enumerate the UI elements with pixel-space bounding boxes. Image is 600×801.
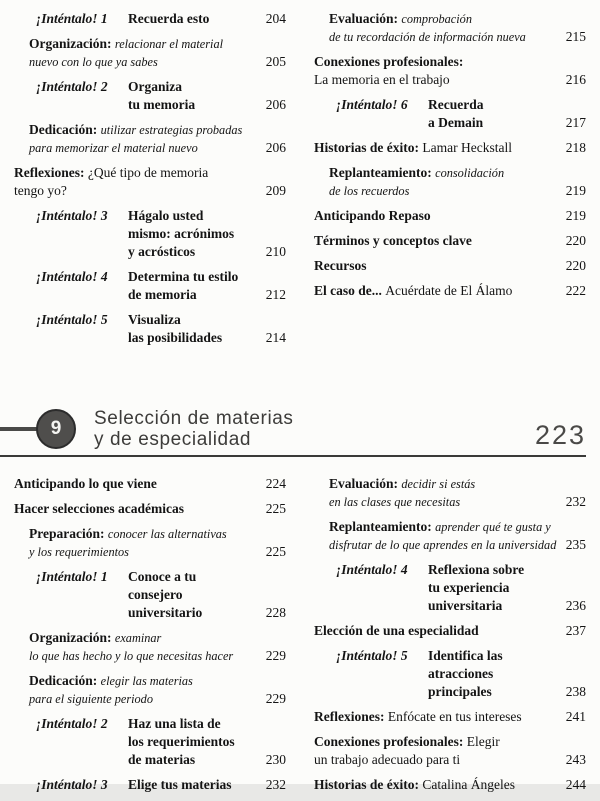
toc-entry [336,647,586,701]
toc-page-number: 205 [265,54,286,69]
toc-text-run: aprender qué te gusta y [435,520,551,534]
toc-text-run: Acuérdate de El Álamo [385,283,513,298]
toc-entry-line [29,629,256,647]
toc-entry [314,207,586,225]
toc-entry-text [36,776,256,794]
tryit-title: Organiza tu memoria [128,79,196,112]
toc-text-run: Elegir [466,734,500,749]
toc-page-number: 244 [565,777,586,792]
toc-text-run: Lamar Heckstall [422,140,512,155]
toc-entry [314,53,586,89]
toc-page-number: 216 [565,72,586,87]
toc-entry-text [29,672,256,708]
toc-entry [36,78,286,114]
toc-page-number: 219 [565,208,586,223]
tryit-title: Identifica las atracciones principales [428,648,503,699]
toc-text-run: Hacer selecciones académicas [14,501,184,516]
tryit-title: Conoce a tu consejero universitario [128,569,203,620]
toc-entry-line [329,536,556,554]
toc-column-bottom-right [314,475,586,801]
toc-entry-text [14,475,256,493]
toc-text-run: Dedicación: [29,673,101,688]
toc-entry-line [29,647,256,665]
toc-page-number: 229 [265,648,286,663]
toc-entry-text [29,35,256,71]
tryit-entry-body [36,568,256,622]
toc-entry [36,776,286,794]
toc-entry [314,282,586,300]
toc-column-bottom-left [14,475,286,801]
tryit-label: ¡Inténtalo! 2 [36,79,108,94]
toc-entry-text [36,207,256,261]
toc-entry-text [314,282,556,300]
toc-text-run: Replanteamiento: [329,519,436,534]
toc-page-number: 235 [565,537,586,552]
toc-page-number: 237 [565,623,586,638]
toc-entry [314,733,586,769]
toc-text-run: Historias de éxito: [314,140,423,155]
toc-text-run: de tu recordación de información nueva [329,30,526,44]
toc-entry [314,708,586,726]
toc-entry [36,568,286,622]
toc-text-run: decidir si estás [401,477,476,491]
tryit-label: ¡Inténtalo! 4 [336,562,408,577]
toc-entry-line [314,776,556,794]
toc-entry-line [314,71,556,89]
toc-entry-line [329,164,556,182]
toc-page-number: 210 [265,244,286,259]
tryit-entry-body [336,96,556,132]
toc-text-run: comprobación [401,12,472,26]
toc-entry [329,475,586,511]
toc-entry-line [14,500,256,518]
toc-entry-text [36,568,256,622]
toc-text-run: Términos y conceptos clave [314,233,472,248]
toc-entry [14,164,286,200]
tryit-title: Recuerda esto [128,11,210,26]
toc-entry-line [314,733,556,751]
toc-entry [36,311,286,347]
tryit-label: ¡Inténtalo! 6 [336,97,408,112]
tryit-label: ¡Inténtalo! 5 [336,648,408,663]
tryit-title: Haz una lista de los requerimientos de materias [128,716,235,767]
toc-entry-line [329,518,556,536]
toc-entry-text [329,10,556,46]
toc-text-run: para memorizar el material nuevo [29,141,198,155]
toc-text-run: Preparación: [29,526,108,541]
toc-page-number: 225 [265,501,286,516]
toc-text-run: Reflexiones: [314,709,388,724]
toc-page-number: 232 [565,494,586,509]
toc-text-run: relacionar el material [114,37,224,51]
toc-page-number: 236 [565,598,586,613]
toc-entry [329,10,586,46]
toc-entry [29,525,286,561]
toc-entry-text [36,78,256,114]
toc-entry-line [14,475,256,493]
toc-text-run: Organización: [29,36,115,51]
tryit-entry-body [36,268,256,304]
toc-page-number: 224 [265,476,286,491]
toc-text-run: examinar [114,631,162,645]
chapter-title-line2: y de especialidad [94,429,252,450]
toc-page-number: 220 [565,258,586,273]
divider-rule [0,455,586,457]
toc-page-number: 218 [565,140,586,155]
tryit-label: ¡Inténtalo! 2 [36,716,108,731]
toc-page-number: 212 [265,287,286,302]
tryit-title: Hágalo usted mismo: acrónimos y acrósticos [128,208,235,259]
toc-text-run: Catalina Ángeles [422,777,515,792]
toc-entry-text [36,10,256,28]
toc-page-number: 214 [265,330,286,345]
toc-column-top-left [14,10,286,354]
toc-text-run: utilizar estrategias probadas [100,123,243,137]
toc-entry-text [314,776,556,794]
toc-page-number: 241 [565,709,586,724]
tryit-label: ¡Inténtalo! 1 [36,11,108,26]
toc-page-number: 238 [565,684,586,699]
toc-entry-text [36,715,256,769]
toc-text-run: El caso de... [314,283,386,298]
toc-entry [14,500,286,518]
toc-entry-line [14,182,256,200]
toc-text-run: Evaluación: [329,476,402,491]
tryit-title: Reflexiona sobre tu experiencia universitaria [428,562,525,613]
toc-entry-line [314,257,556,275]
toc-text-run: lo que has hecho y lo que necesitas hacer [29,649,234,663]
toc-entry-line [314,207,556,225]
toc-entry [314,776,586,794]
toc-entry-text [314,257,556,275]
tryit-entry-body [36,10,256,28]
toc-text-run: en las clases que necesitas [329,495,461,509]
toc-entry-line [29,672,256,690]
tryit-entry-body [36,78,256,114]
toc-entry-line [329,182,556,200]
toc-page-number: 230 [265,752,286,767]
toc-entry [314,139,586,157]
toc-entry [36,207,286,261]
tryit-title: Elige tus materias [128,777,232,792]
toc-entry-line [314,708,556,726]
tryit-label: ¡Inténtalo! 3 [36,777,108,792]
divider-stub-line [0,427,38,431]
toc-entry [314,622,586,640]
toc-text-run: Organización: [29,630,115,645]
tryit-entry-body [36,715,256,769]
toc-text-run: de los recuerdos [329,184,410,198]
tryit-label: ¡Inténtalo! 3 [36,208,108,223]
toc-entry-text [336,561,556,615]
toc-page-number: 206 [265,140,286,155]
toc-entry [314,257,586,275]
toc-entry [29,629,286,665]
toc-entry [29,35,286,71]
toc-text-run: Anticipando lo que viene [14,476,157,491]
toc-entry-text [314,207,556,225]
toc-text-run: La memoria en el trabajo [314,72,450,87]
toc-text-run: Conexiones profesionales: [314,734,467,749]
toc-entry-line [329,28,556,46]
tryit-entry-body [36,311,256,347]
toc-page-number: 220 [565,233,586,248]
toc-text-run: ¿Qué tipo de memoria [87,165,209,180]
toc-page-number: 206 [265,97,286,112]
toc-page-number: 217 [565,115,586,130]
toc-entry-text [314,622,556,640]
toc-entry-text [29,629,256,665]
toc-entry-line [29,53,256,71]
toc-page-number: 215 [565,29,586,44]
toc-text-run: Historias de éxito: [314,777,423,792]
tryit-entry-body [36,207,256,261]
toc-entry-line [29,543,256,561]
toc-entry-text [336,96,556,132]
toc-entry-line [329,475,556,493]
toc-entry-line [314,139,556,157]
tryit-entry-body [36,776,256,794]
toc-page-number: 225 [265,544,286,559]
toc-entry-text [14,164,256,200]
chapter-title [94,408,294,450]
toc-entry-text [314,139,556,157]
toc-entry-text [36,311,256,347]
chapter9-toc-section [14,475,586,801]
toc-page-number: 232 [265,777,286,792]
toc-entry-text [336,647,556,701]
toc-text-run: consolidación [435,166,505,180]
toc-entry-text [29,525,256,561]
tryit-entry-body [336,647,556,701]
chapter-number: 9 [50,418,62,439]
toc-text-run: un trabajo adecuado para ti [314,752,461,767]
toc-entry [29,672,286,708]
toc-text-run: Reflexiones: [14,165,88,180]
toc-entry-text [329,518,556,554]
toc-entry-text [314,232,556,250]
toc-text-run: elegir las materias [100,674,193,688]
toc-page-number: 229 [265,691,286,706]
tryit-label: ¡Inténtalo! 4 [36,269,108,284]
toc-entry-line [314,751,556,769]
toc-entry-line [29,690,256,708]
chapter-page-number: 223 [534,420,586,450]
toc-entry [36,10,286,28]
toc-entry-text [36,268,256,304]
toc-entry [36,715,286,769]
toc-entry [36,268,286,304]
tryit-title: Determina tu estilo de memoria [128,269,239,302]
toc-entry [329,518,586,554]
toc-entry-text [314,53,556,89]
toc-text-run: Evaluación: [329,11,402,26]
toc-text-run: Elección de una especialidad [314,623,479,638]
toc-text-run: Conexiones profesionales: [314,54,464,69]
toc-entry-text [329,164,556,200]
toc-entry-line [29,121,256,139]
toc-text-run: Recursos [314,258,367,273]
toc-entry [336,96,586,132]
toc-text-run: tengo yo? [14,183,67,198]
toc-entry-line [314,622,556,640]
toc-text-run: disfrutar de lo que aprendes en la universidad [329,538,557,552]
toc-entry-text [29,121,256,157]
toc-entry-line [329,10,556,28]
toc-page-number: 222 [565,283,586,298]
toc-entry [29,121,286,157]
toc-entry-text [14,500,256,518]
toc-entry-line [314,282,556,300]
toc-text-run: y los requerimientos [29,545,129,559]
toc-entry-line [14,164,256,182]
toc-text-run: conocer las alternativas [107,527,227,541]
toc-page-number: 219 [565,183,586,198]
toc-entry [336,561,586,615]
tryit-label: ¡Inténtalo! 5 [36,312,108,327]
toc-page-number: 243 [565,752,586,767]
chapter8-toc-section [14,10,586,354]
chapter-divider [14,408,586,457]
toc-entry-text [329,475,556,511]
toc-entry-line [29,525,256,543]
toc-text-run: Dedicación: [29,122,101,137]
toc-entry-line [314,53,556,71]
toc-entry-text [314,733,556,769]
tryit-title: Recuerda a Demain [428,97,484,130]
tryit-label: ¡Inténtalo! 1 [36,569,108,584]
toc-entry-line [29,35,256,53]
toc-entry-text [314,708,556,726]
tryit-entry-body [336,561,556,615]
chapter-divider-row [14,408,586,450]
toc-entry-line [314,232,556,250]
toc-text-run: nuevo con lo que ya sabes [29,55,158,69]
toc-entry-line [29,139,256,157]
toc-entry-line [329,493,556,511]
toc-column-top-right [314,10,586,354]
toc-page-number: 209 [265,183,286,198]
chapter-title-line1: Selección de materias [94,408,294,429]
toc-text-run: Replanteamiento: [329,165,436,180]
toc-entry [329,164,586,200]
toc-text-run: para el siguiente periodo [29,692,153,706]
toc-entry [314,232,586,250]
toc-page-number: 204 [265,11,286,26]
toc-text-run: Enfócate en tus intereses [387,709,522,724]
toc-entry [14,475,286,493]
toc-text-run: Anticipando Repaso [314,208,431,223]
tryit-title: Visualiza las posibilidades [128,312,223,345]
toc-page-number: 228 [265,605,286,620]
chapter-number-badge [36,409,76,449]
